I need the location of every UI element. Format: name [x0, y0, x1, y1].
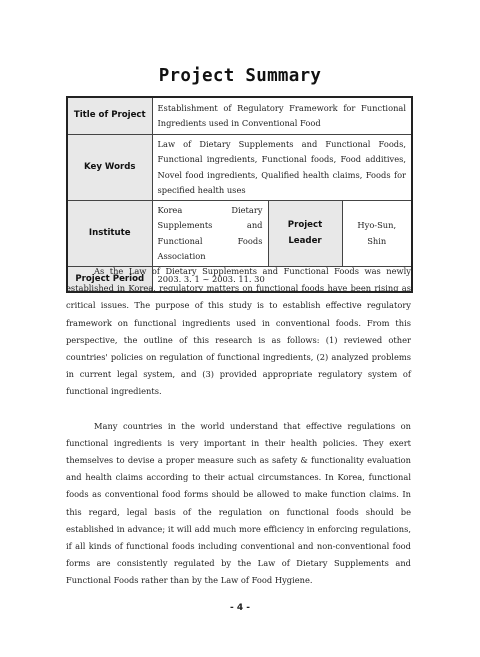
institute-value: Korea Dietary Supplements and Functional Foods Association: [152, 201, 268, 267]
institute-row: [67, 201, 412, 267]
project-leader-label: Project Leader: [268, 201, 342, 267]
summary-body: [66, 263, 411, 590]
key-words-label: Key Words: [67, 135, 152, 201]
key-words-value: Law of Dietary Supplements and Functional Foods, Functional ingredients, Functional foods, Food additives, Novel food ingredients, Qualified health claims, Foods for specified health uses: [152, 135, 412, 201]
title-of-project-value: Establishment of Regulatory Framework for Functional Ingredients used in Conventional Food: [152, 97, 412, 135]
title-of-project-row: [67, 97, 412, 135]
key-words-row: [67, 135, 412, 201]
project-period-label: Project Period: [67, 267, 152, 293]
page-number: - 4 -: [230, 603, 250, 613]
project-period-value: 2003. 3. 1 ~ 2003. 11. 30: [152, 267, 412, 293]
institute-label: Institute: [67, 201, 152, 267]
title-of-project-label: Title of Project: [67, 97, 152, 135]
page-title: Project Summary: [158, 66, 322, 86]
body-paragraph-2: Many countries in the world understand that effective regulations on functional ingredients is very important in their health policies. They exert themselves to devise a proper measure such as safety & functionality evaluation and health claims according to their actual circumstances. In Korea, functional foods as conventional food forms should be allowed to make function claims. In this regard, legal basis of the regulation on functional foods should be established in advance; it will add much more efficiency in enforcing regulations, if all kinds of functional foods including conventional and non-conventional food forms are consistently regulated by the Law of Dietary Supplements and Functional Foods rather than by the Law of Food Hygiene.: [66, 420, 411, 586]
body-paragraph-1: As the Law of Dietary Supplements and Functional Foods was newly established in Korea, regulatory matters on functional foods have been rising as critical issues. The purpose of this study is to establish effective regulatory framework on functional ingredients used in conventional foods. From this perspective, the outline of this research is as follows: (1) reviewed other countries' policies on regulation of functional ingredients, (2) analyzed problems in current legal system, and (3) provided appropriate regulatory system of functional ingredients.: [66, 266, 411, 397]
project-leader-value: Hyo-Sun, Shin: [342, 201, 412, 267]
